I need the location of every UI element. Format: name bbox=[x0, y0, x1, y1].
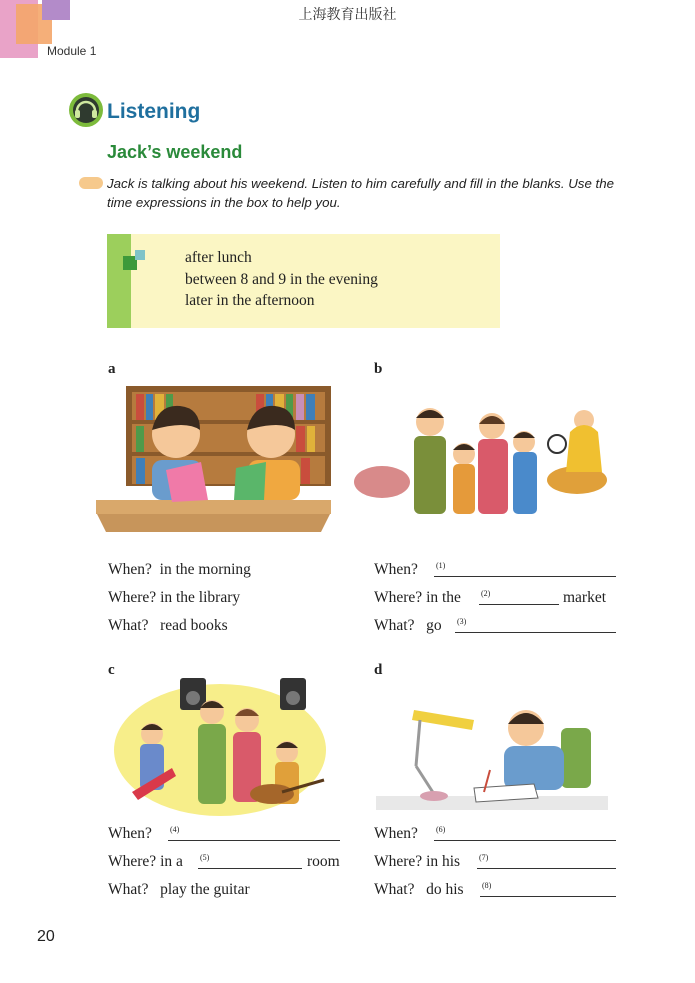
where-label: Where? bbox=[108, 589, 157, 606]
what-label: What? bbox=[374, 617, 415, 634]
blank-number: (5) bbox=[200, 853, 210, 862]
module-label: Module 1 bbox=[47, 44, 97, 58]
when-value: in the morning bbox=[159, 561, 251, 578]
what-value: play the guitar bbox=[160, 881, 250, 898]
band-illustration bbox=[112, 672, 327, 818]
where-value: in the library bbox=[160, 589, 241, 606]
what-prefix: go bbox=[426, 617, 442, 634]
panel-c-letter: c bbox=[108, 662, 115, 678]
what-value: read books bbox=[160, 617, 228, 634]
panel-c-what bbox=[108, 881, 250, 899]
blank-number: (6) bbox=[436, 825, 446, 834]
word-box-item: later in the afternoon bbox=[185, 292, 315, 309]
panel-a-where bbox=[108, 589, 240, 607]
when-label: When? bbox=[108, 561, 152, 578]
panel-d-letter: d bbox=[374, 662, 383, 678]
instructions: Jack is talking about his weekend. Listen to him carefully and fill in the blanks. Use the time expressions in the box to help you. bbox=[107, 176, 615, 210]
where-prefix: in the bbox=[426, 589, 461, 606]
panel-c-where bbox=[108, 853, 183, 871]
where-label: Where? bbox=[108, 853, 157, 870]
panel-b-letter: b bbox=[374, 361, 383, 377]
answer-blank-8[interactable] bbox=[480, 882, 616, 897]
when-label: When? bbox=[108, 825, 152, 842]
panel-d-what bbox=[374, 881, 464, 899]
where-prefix: in his bbox=[426, 853, 461, 870]
page-number: 20 bbox=[37, 928, 55, 945]
answer-blank-7[interactable] bbox=[477, 854, 616, 869]
what-label: What? bbox=[374, 881, 415, 898]
panel-d-when bbox=[374, 825, 418, 843]
homework-illustration bbox=[376, 706, 608, 812]
panel-d-where bbox=[374, 853, 460, 871]
blank-number: (3) bbox=[457, 617, 467, 626]
blank-number: (1) bbox=[436, 561, 446, 570]
where-label: Where? bbox=[374, 589, 423, 606]
blank-number: (7) bbox=[479, 853, 489, 862]
panel-c-when bbox=[108, 825, 152, 843]
where-prefix: in a bbox=[160, 853, 183, 870]
panel-b-what bbox=[374, 617, 442, 635]
library-illustration bbox=[96, 382, 336, 532]
what-prefix: do his bbox=[426, 881, 464, 898]
word-box-squares bbox=[123, 250, 149, 276]
section-title: Listening bbox=[107, 100, 201, 123]
panel-b-when bbox=[374, 561, 418, 579]
blank-number: (8) bbox=[482, 881, 492, 890]
headphones-icon bbox=[68, 92, 104, 128]
blank-number: (2) bbox=[481, 589, 491, 598]
when-label: When? bbox=[374, 561, 418, 578]
answer-blank-6[interactable] bbox=[434, 826, 616, 841]
publisher-name: 上海教育出版社 bbox=[298, 7, 397, 23]
what-label: What? bbox=[108, 881, 149, 898]
panel-a-letter: a bbox=[108, 361, 116, 377]
answer-blank-3[interactable] bbox=[455, 618, 616, 633]
blank-number: (4) bbox=[170, 825, 180, 834]
word-box-bar bbox=[107, 234, 131, 328]
where-suffix: room bbox=[307, 853, 340, 870]
answer-blank-2[interactable] bbox=[479, 590, 559, 605]
word-box-item: after lunch bbox=[185, 249, 252, 266]
where-suffix: market bbox=[563, 589, 607, 606]
section-subtitle: Jack’s weekend bbox=[107, 142, 243, 162]
panel-a-what bbox=[108, 617, 228, 635]
market-illustration bbox=[352, 402, 610, 520]
what-label: What? bbox=[108, 617, 149, 634]
word-box-item: between 8 and 9 in the evening bbox=[185, 271, 378, 288]
when-label: When? bbox=[374, 825, 418, 842]
panel-b-where bbox=[374, 589, 461, 607]
instruction-marker bbox=[79, 177, 103, 189]
answer-blank-4[interactable] bbox=[168, 826, 340, 841]
answer-blank-1[interactable] bbox=[434, 562, 616, 577]
answer-blank-5[interactable] bbox=[198, 854, 302, 869]
where-label: Where? bbox=[374, 853, 423, 870]
panel-a-when bbox=[108, 561, 251, 579]
